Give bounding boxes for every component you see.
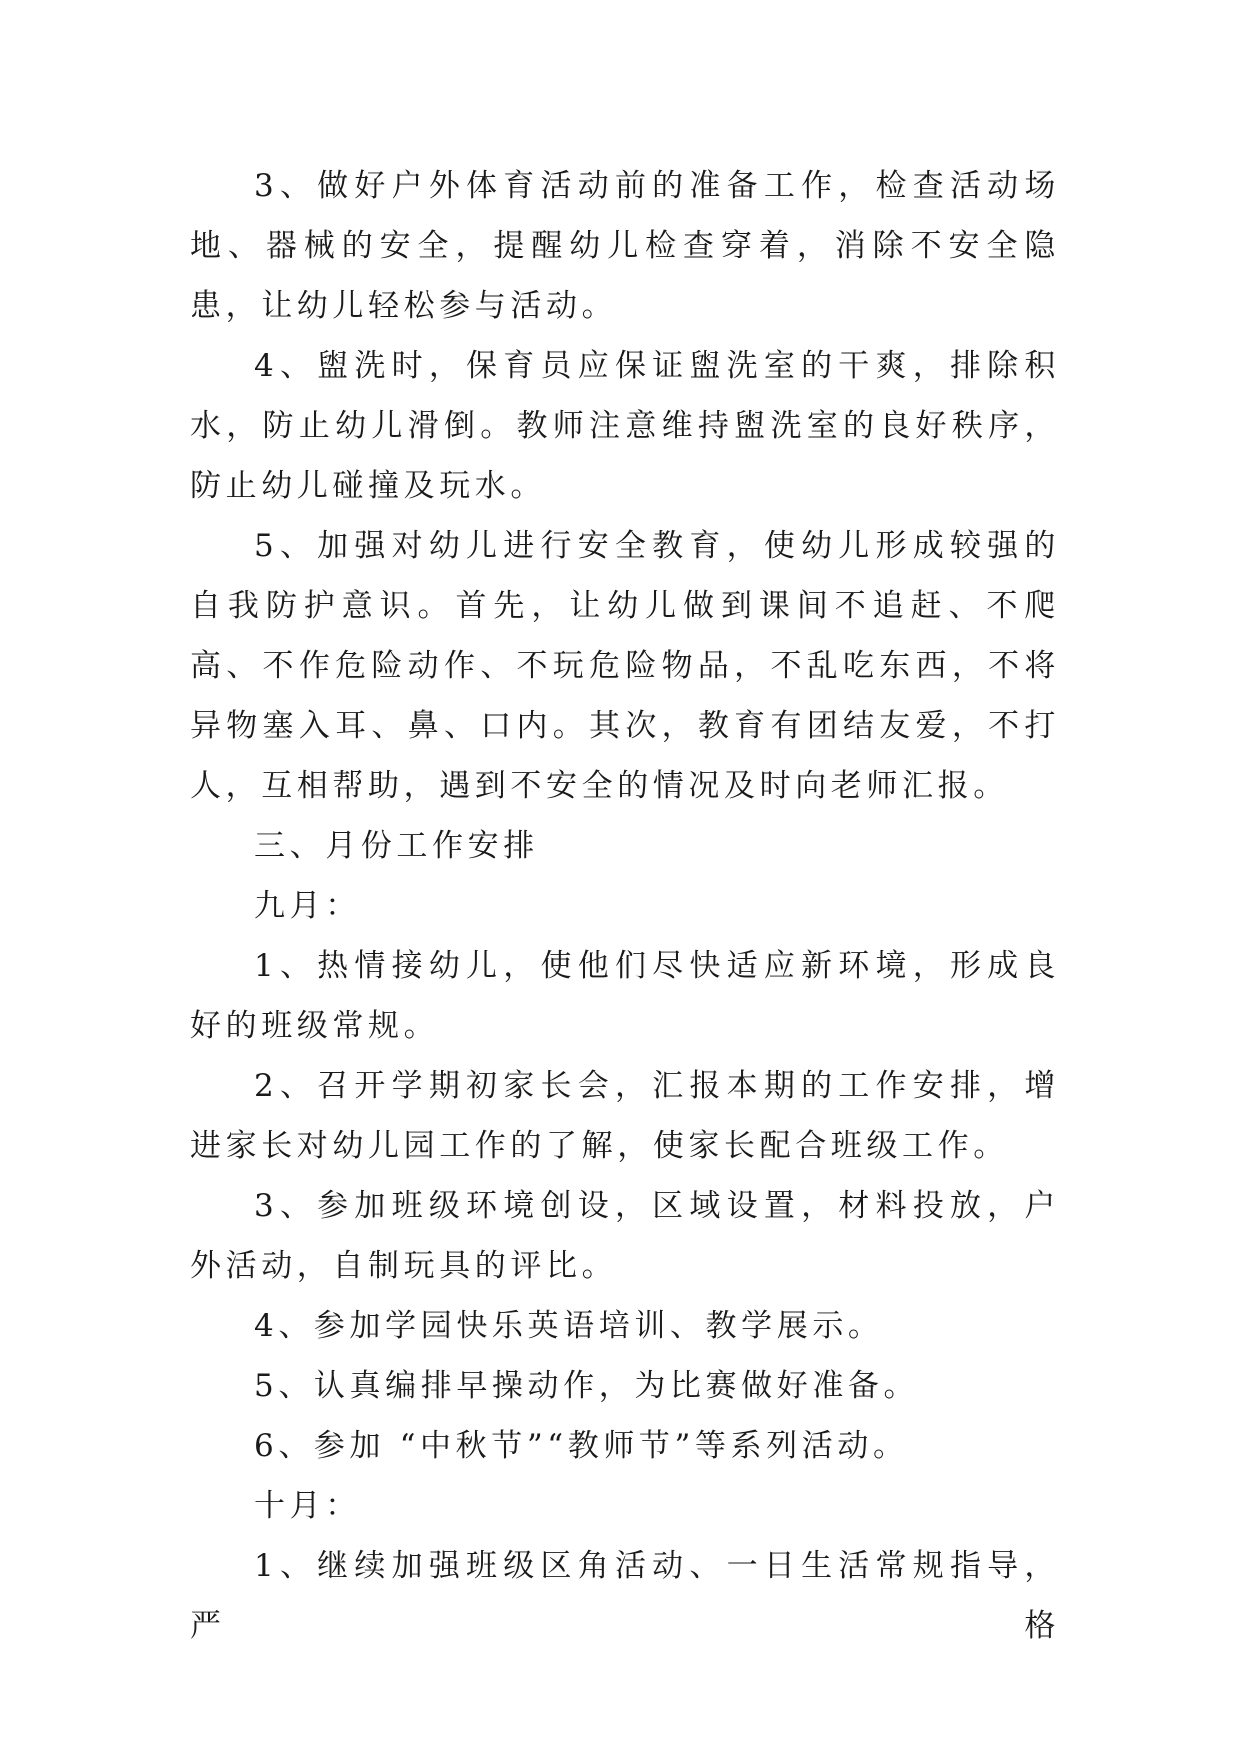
list-item-september-4: 4、参加学园快乐英语培训、教学展示。 [254,1308,884,1344]
list-item-october-1: 1、继续加强班级区角活动、一日生活常规指导，严格 [190,1548,1060,1644]
paragraph-safety-washroom: 4、盥洗时，保育员应保证盥洗室的干爽，排除积水，防止幼儿滑倒。教师注意维持盥洗室的良好秩序，防止幼儿碰撞及玩水。 [190,348,1060,504]
list-item-september-3: 3、参加班级环境创设，区域设置，材料投放，户外活动，自制玩具的评比。 [190,1188,1060,1284]
section-heading-monthly-plan: 三、月份工作安排 [254,828,539,864]
document-body [190,156,1060,1656]
month-heading-september: 九月： [254,888,361,924]
list-item-september-5: 5、认真编排早操动作，为比赛做好准备。 [254,1368,920,1404]
month-heading-october: 十月： [254,1488,361,1524]
paragraph-safety-education: 5、加强对幼儿进行安全教育，使幼儿形成较强的自我防护意识。首先，让幼儿做到课间不追赶、不爬高、不作危险动作、不玩危险物品，不乱吃东西，不将异物塞入耳、鼻、口内。其次，教育有团结友爱，不打人，互相帮助，遇到不安全的情况及时向老师汇报。 [190,528,1060,804]
list-item-september-2: 2、召开学期初家长会，汇报本期的工作安排，增进家长对幼儿园工作的了解，使家长配合班级工作。 [190,1068,1060,1164]
paragraph-safety-outdoor: 3、做好户外体育活动前的准备工作，检查活动场地、器械的安全，提醒幼儿检查穿着，消除不安全隐患，让幼儿轻松参与活动。 [190,168,1060,324]
list-item-september-6: 6、参加 “中秋节”“教师节”等系列活动。 [254,1428,909,1464]
list-item-september-1: 1、热情接幼儿，使他们尽快适应新环境，形成良好的班级常规。 [190,948,1060,1044]
